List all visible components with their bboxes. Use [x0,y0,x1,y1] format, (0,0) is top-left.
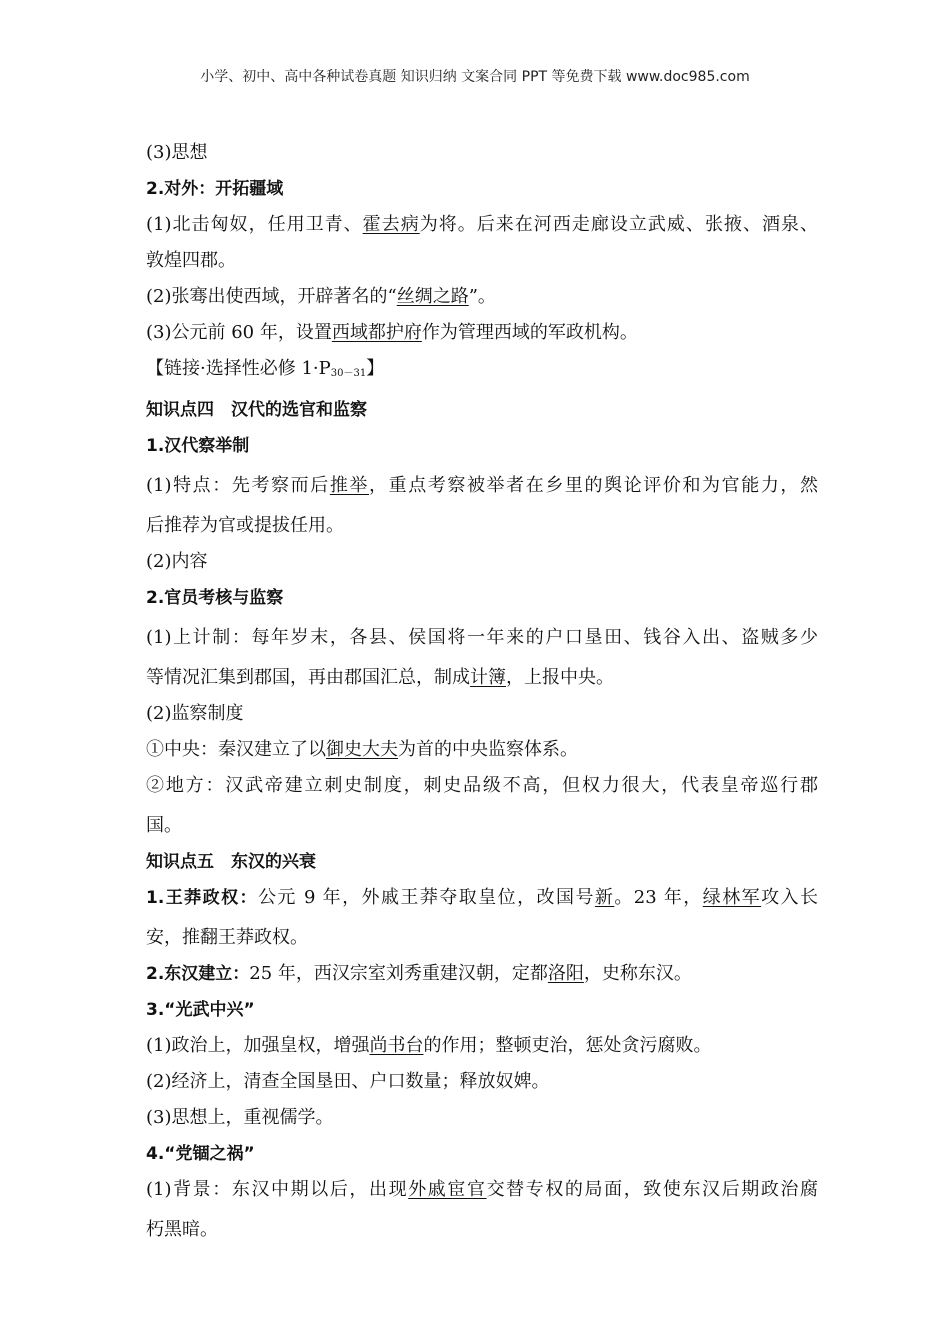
site-header: 小学、初中、高中各种试卷真题 知识归纳 文案合同 PPT 等免费下载 www.doc985.com [200,69,750,85]
knowledge-point-4-heading: 知识点四 汉代的选官和监察 [146,400,367,420]
item-thought: (3)思想 [146,142,208,163]
paragraph-economy: (2)经济上，清查全国垦田、户口数量；释放奴婢。 [146,1071,550,1092]
link-reference: 【链接·选择性必修 $1\cdot P_{30-31}$】 [146,358,385,379]
subheading-guangwu: 3.“光武中兴” [146,1000,255,1020]
paragraph-ideology: (3)思想上，重视儒学。 [146,1107,334,1128]
item-supervision: (2)监察制度 [146,703,244,724]
paragraph-wang-mang: 1.王莽政权：公元 9 年，外戚王莽夺取皇位，改国号新。23 年，绿林军攻入长 [146,887,819,908]
subheading-danggu: 4.“党锢之祸” [146,1144,255,1164]
paragraph-politics: (1)政治上，加强皇权，增强尚书台的作用；整顿吏治，惩处贪污腐败。 [146,1035,712,1056]
paragraph-central: ①中央：秦汉建立了以御史大夫为首的中央监察体系。 [146,739,578,760]
paragraph-wang-mang-cont: 安，推翻王莽政权。 [146,927,308,948]
paragraph-silk-road: (2)张骞出使西域，开辟著名的“丝绸之路”。 [146,286,496,307]
item-content: (2)内容 [146,551,208,572]
paragraph-eastern-han: 2.东汉建立：25 年，西汉宗室刘秀重建汉朝，定都洛阳，史称东汉。 [146,963,692,984]
document-body [146,140,818,1243]
section-heading-external: 2.对外：开拓疆域 [146,179,284,199]
knowledge-point-5-heading: 知识点五 东汉的兴衰 [146,852,316,872]
subheading-chaju: 1.汉代察举制 [146,436,250,456]
subheading-assessment: 2.官员考核与监察 [146,588,284,608]
paragraph-protectorate: (3)公元前 60 年，设置西域都护府作为管理西域的军政机构。 [146,322,638,343]
paragraph-chaju-features-cont: 后推荐为官或提拔任用。 [146,515,344,536]
paragraph-chaju-features: (1)特点：先考察而后推举，重点考察被举者在乡里的舆论评价和为官能力，然 [146,475,819,496]
paragraph-local-cont: 国。 [146,815,182,836]
paragraph-xiongnu-cont: 敦煌四郡。 [146,250,236,271]
paragraph-shangji: (1)上计制：每年岁末，各县、侯国将一年来的户口垦田、钱谷入出、盗贼多少 [146,627,818,648]
paragraph-background-cont: 朽黑暗。 [146,1219,218,1240]
paragraph-xiongnu: (1)北击匈奴，任用卫青、霍去病为将。后来在河西走廊设立武威、张掖、酒泉、 [146,214,819,235]
paragraph-background: (1)背景：东汉中期以后，出现外戚宦官交替专权的局面，致使东汉后期政治腐 [146,1179,819,1200]
paragraph-local: ②地方：汉武帝建立刺史制度，刺史品级不高，但权力很大，代表皇帝巡行郡 [146,775,818,796]
paragraph-shangji-cont: 等情况汇集到郡国，再由郡国汇总，制成计簿，上报中央。 [146,667,614,688]
